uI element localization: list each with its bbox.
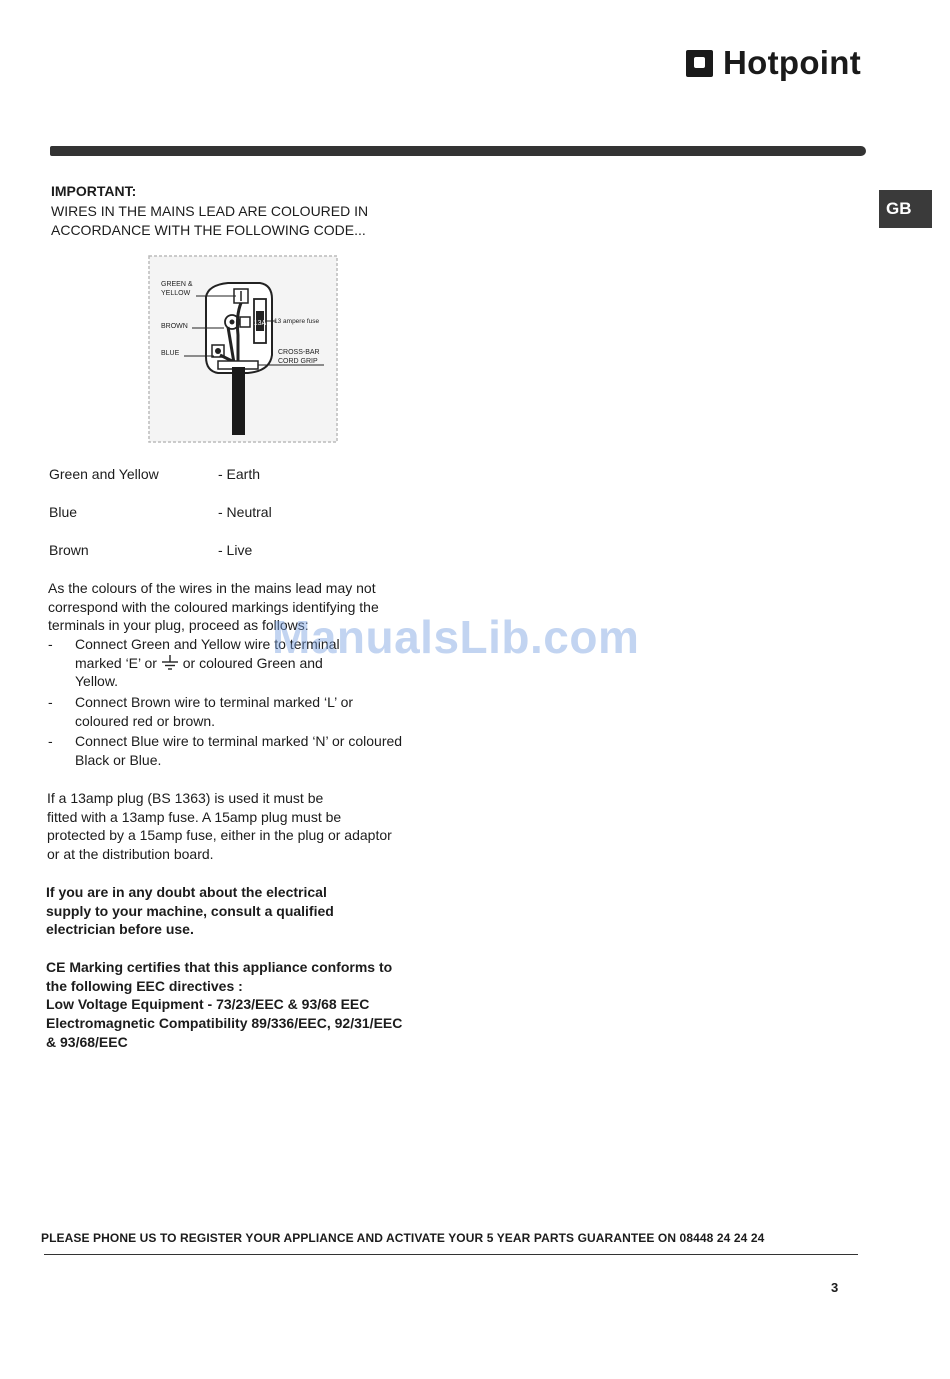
brand-logo (686, 44, 861, 82)
wire-name: Blue (49, 504, 78, 520)
label-fuse: 13 ampere fuse (274, 318, 320, 325)
language-tab (879, 190, 932, 228)
fuse-note-line: protected by a 15amp fuse, either in the plug or adaptor (47, 827, 392, 844)
label-grip-2: CORD GRIP (278, 358, 318, 365)
important-line-2: ACCORDANCE WITH THE FOLLOWING CODE... (51, 221, 366, 238)
footer-rule (44, 1254, 858, 1255)
doubt-note-line: If you are in any doubt about the electrical (46, 884, 327, 900)
list-dash: - (48, 636, 53, 652)
plug-wiring-diagram (148, 255, 338, 443)
list-item-text (75, 732, 435, 769)
doubt-note (46, 883, 446, 939)
earth-symbol-icon (161, 655, 179, 671)
list-line-part: or coloured Green and (182, 654, 323, 671)
list-dash: - (48, 694, 53, 710)
brand-name: Hotpoint (723, 44, 862, 81)
list-line: Connect Green and Yellow wire to terminal (75, 636, 340, 652)
instructions-intro-line: As the colours of the wires in the mains lead may not (48, 580, 376, 596)
page-number: 3 (831, 1280, 839, 1295)
ce-note-line: Electromagnetic Compatibility 89/336/EEC, 92/31/EEC (46, 1015, 403, 1032)
wire-name: Green and Yellow (49, 466, 159, 482)
important-heading: IMPORTANT: (51, 183, 137, 199)
list-line: Connect Blue wire to terminal marked ‘N’ or coloured (75, 733, 403, 749)
list-line: coloured red or brown. (75, 712, 216, 729)
instructions-intro-line: correspond with the coloured markings identifying the (48, 598, 379, 615)
fuse-note-line: fitted with a 13amp fuse. A 15amp plug must be (47, 808, 342, 825)
fuse-note (47, 789, 447, 864)
fuse-note-line: or at the distribution board. (47, 846, 214, 863)
brand-logo-mark-icon (686, 50, 713, 77)
wire-code: - Neutral (218, 504, 272, 520)
list-line-part: marked ‘E’ or (75, 654, 157, 671)
label-blue: BLUE (161, 350, 180, 357)
ce-note-line: CE Marking certifies that this appliance conforms to (46, 959, 393, 975)
list-line: Yellow. (75, 673, 119, 690)
ce-note-line: the following EEC directives : (46, 977, 243, 994)
fuse-note-line: If a 13amp plug (BS 1363) is used it must be (47, 790, 324, 806)
footer-text: PLEASE PHONE US TO REGISTER YOUR APPLIANCE AND ACTIVATE YOUR 5 YEAR PARTS GUARANTEE ON 08448 24 24 24 (41, 1231, 765, 1245)
important-line-1: WIRES IN THE MAINS LEAD ARE COLOURED IN (51, 203, 369, 219)
header-rule (50, 146, 866, 156)
doubt-note-line: supply to your machine, consult a qualified (46, 902, 334, 919)
label-grip-1: CROSS-BAR (278, 349, 320, 356)
ce-note (46, 958, 466, 1052)
label-green-yellow-1: GREEN & (161, 281, 193, 288)
list-line: Black or Blue. (75, 751, 162, 768)
instructions-intro-line: terminals in your plug, proceed as follows: (48, 617, 309, 634)
wire-name: Brown (49, 542, 89, 558)
list-line: Connect Brown wire to terminal marked ‘L’ or (75, 694, 354, 710)
list-dash: - (48, 733, 53, 749)
label-green-yellow-2: YELLOW (161, 290, 191, 297)
language-tab-label: GB (886, 199, 912, 218)
ce-note-line: & 93/68/EEC (46, 1033, 128, 1050)
watermark: ManualsLib.com (272, 611, 640, 663)
fuse-mark: 13A (253, 320, 267, 327)
important-text (51, 202, 411, 239)
wire-code: - Live (218, 542, 253, 558)
ce-note-line: Low Voltage Equipment - 73/23/EEC & 93/68 EEC (46, 996, 370, 1013)
wire-code: - Earth (218, 466, 261, 482)
label-brown: BROWN (161, 323, 188, 330)
doubt-note-line: electrician before use. (46, 921, 194, 938)
list-item-text (75, 693, 435, 730)
